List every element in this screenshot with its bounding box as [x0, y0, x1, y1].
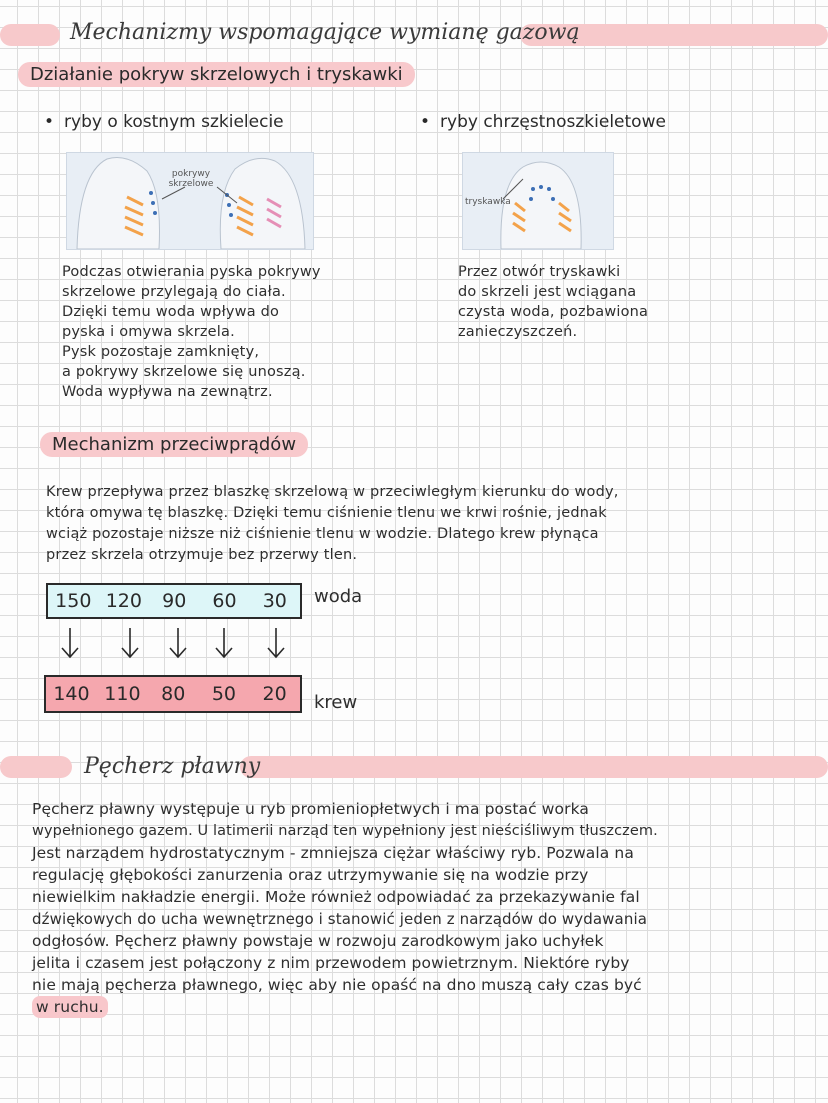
countercurrent-text-line: Krew przepływa przez blaszkę skrzelową w przeciwległym kierunku do wody, [46, 484, 619, 500]
section3-band-right [240, 756, 828, 778]
title-band-left [0, 24, 60, 46]
arrow-down-icon [212, 626, 236, 660]
water-label: woda [314, 586, 363, 607]
bony-text-line: Woda wypływa na zewnątrz. [62, 384, 273, 400]
section-heading-countercurrent: Mechanizm przeciwprądów [40, 432, 308, 457]
swim-bladder-text-line: jelita i czasem jest połączony z nim przewodem powietrznym. Niektóre ryby [32, 954, 630, 972]
arrow-down-icon [166, 626, 190, 660]
swim-bladder-text-line: dźwiękowych do ucha wewnętrznego i stanowić jeden z narządów do wydawania [32, 910, 648, 928]
section3-band-left [0, 756, 72, 778]
swim-bladder-text-line: w ruchu. [32, 996, 108, 1018]
water-value: 60 [212, 590, 237, 612]
water-value: 90 [162, 590, 187, 612]
cartilage-text-line: czysta woda, pozbawiona [458, 304, 649, 320]
bony-text-line: pyska i omywa skrzela. [62, 324, 235, 340]
swim-bladder-text-line: niewielkim nakładzie energii. Może również odpowiadać za przekazywanie fal [32, 888, 640, 906]
bony-text-line: Pysk pozostaje zamknięty, [62, 344, 260, 360]
arrow-down-icon [264, 626, 288, 660]
arrow-down-icon [58, 626, 82, 660]
swim-bladder-text-line: Jest narządem hydrostatycznym - zmniejsza ciężar właściwy ryb. Pozwala na [32, 844, 634, 862]
blood-label: krew [314, 692, 358, 713]
bony-text-line: Dzięki temu woda wpływa do [62, 304, 280, 320]
blood-value: 80 [161, 683, 186, 705]
water-values-row [46, 583, 302, 619]
blood-value: 20 [262, 683, 287, 705]
gill-cover-illustration [67, 153, 313, 249]
page-title: Mechanizmy wspomagające wymianę gazową [70, 20, 580, 45]
swim-bladder-text-line: wypełnionego gazem. U latimerii narząd ten wypełniony jest nieściśliwym tłuszczem. [32, 823, 658, 839]
swim-bladder-description [32, 798, 658, 1018]
bullet-cartilaginous-fish: • ryby chrzęstnoszkieletowe [420, 112, 666, 132]
swim-bladder-text-line: Pęcherz pławny występuje u ryb promieniopłetwych i ma postać worka [32, 800, 589, 818]
fig1-label: pokrywy skrzelowe [168, 169, 214, 189]
swim-bladder-text-line: regulację głębokości zanurzenia oraz utrzymywanie się na wodzie przy [32, 866, 589, 884]
blood-values-row [44, 675, 302, 713]
swim-bladder-text-line: nie mają pęcherza pławnego, więc aby nie opaść na dno muszą cały czas być [32, 976, 642, 994]
blood-value: 140 [53, 683, 90, 705]
water-value: 150 [55, 590, 92, 612]
bony-text-line: skrzelowe przylegają do ciała. [62, 284, 286, 300]
cartilage-text-line: Przez otwór tryskawki [458, 264, 621, 280]
swim-bladder-text-line: odgłosów. Pęcherz pławny powstaje w rozwoju zarodkowym jako uchyłek [32, 932, 604, 950]
countercurrent-text-line: wciąż pozostaje niższe niż ciśnienie tlenu w wodzie. Dlatego krew płynąca [46, 526, 599, 542]
water-value: 30 [262, 590, 287, 612]
gill-cover-diagram [66, 152, 314, 250]
spiracle-diagram [462, 152, 614, 250]
cartilage-text-line: zanieczyszczeń. [458, 324, 578, 340]
bony-text-line: Podczas otwierania pyska pokrywy [62, 264, 321, 280]
water-value: 120 [105, 590, 142, 612]
blood-value: 110 [104, 683, 141, 705]
countercurrent-description [46, 482, 619, 566]
countercurrent-text-line: która omywa tę blaszkę. Dzięki temu ciśnienie tlenu we krwi rośnie, jednak [46, 505, 607, 521]
section-heading-gill-covers: Działanie pokryw skrzelowych i tryskawki [18, 62, 415, 87]
fig2-label: tryskawka [465, 197, 511, 207]
section3-title: Pęcherz pławny [84, 754, 261, 779]
blood-value: 50 [211, 683, 237, 705]
cartilaginous-fish-description [458, 262, 648, 342]
bony-fish-description [62, 262, 321, 402]
bony-text-line: a pokrywy skrzelowe się unoszą. [62, 364, 306, 380]
countercurrent-text-line: przez skrzela otrzymuje bez przerwy tlen. [46, 547, 358, 563]
arrow-down-icon [118, 626, 142, 660]
bullet-bony-fish: • ryby o kostnym szkielecie [44, 112, 284, 132]
cartilage-text-line: do skrzeli jest wciągana [458, 284, 637, 300]
